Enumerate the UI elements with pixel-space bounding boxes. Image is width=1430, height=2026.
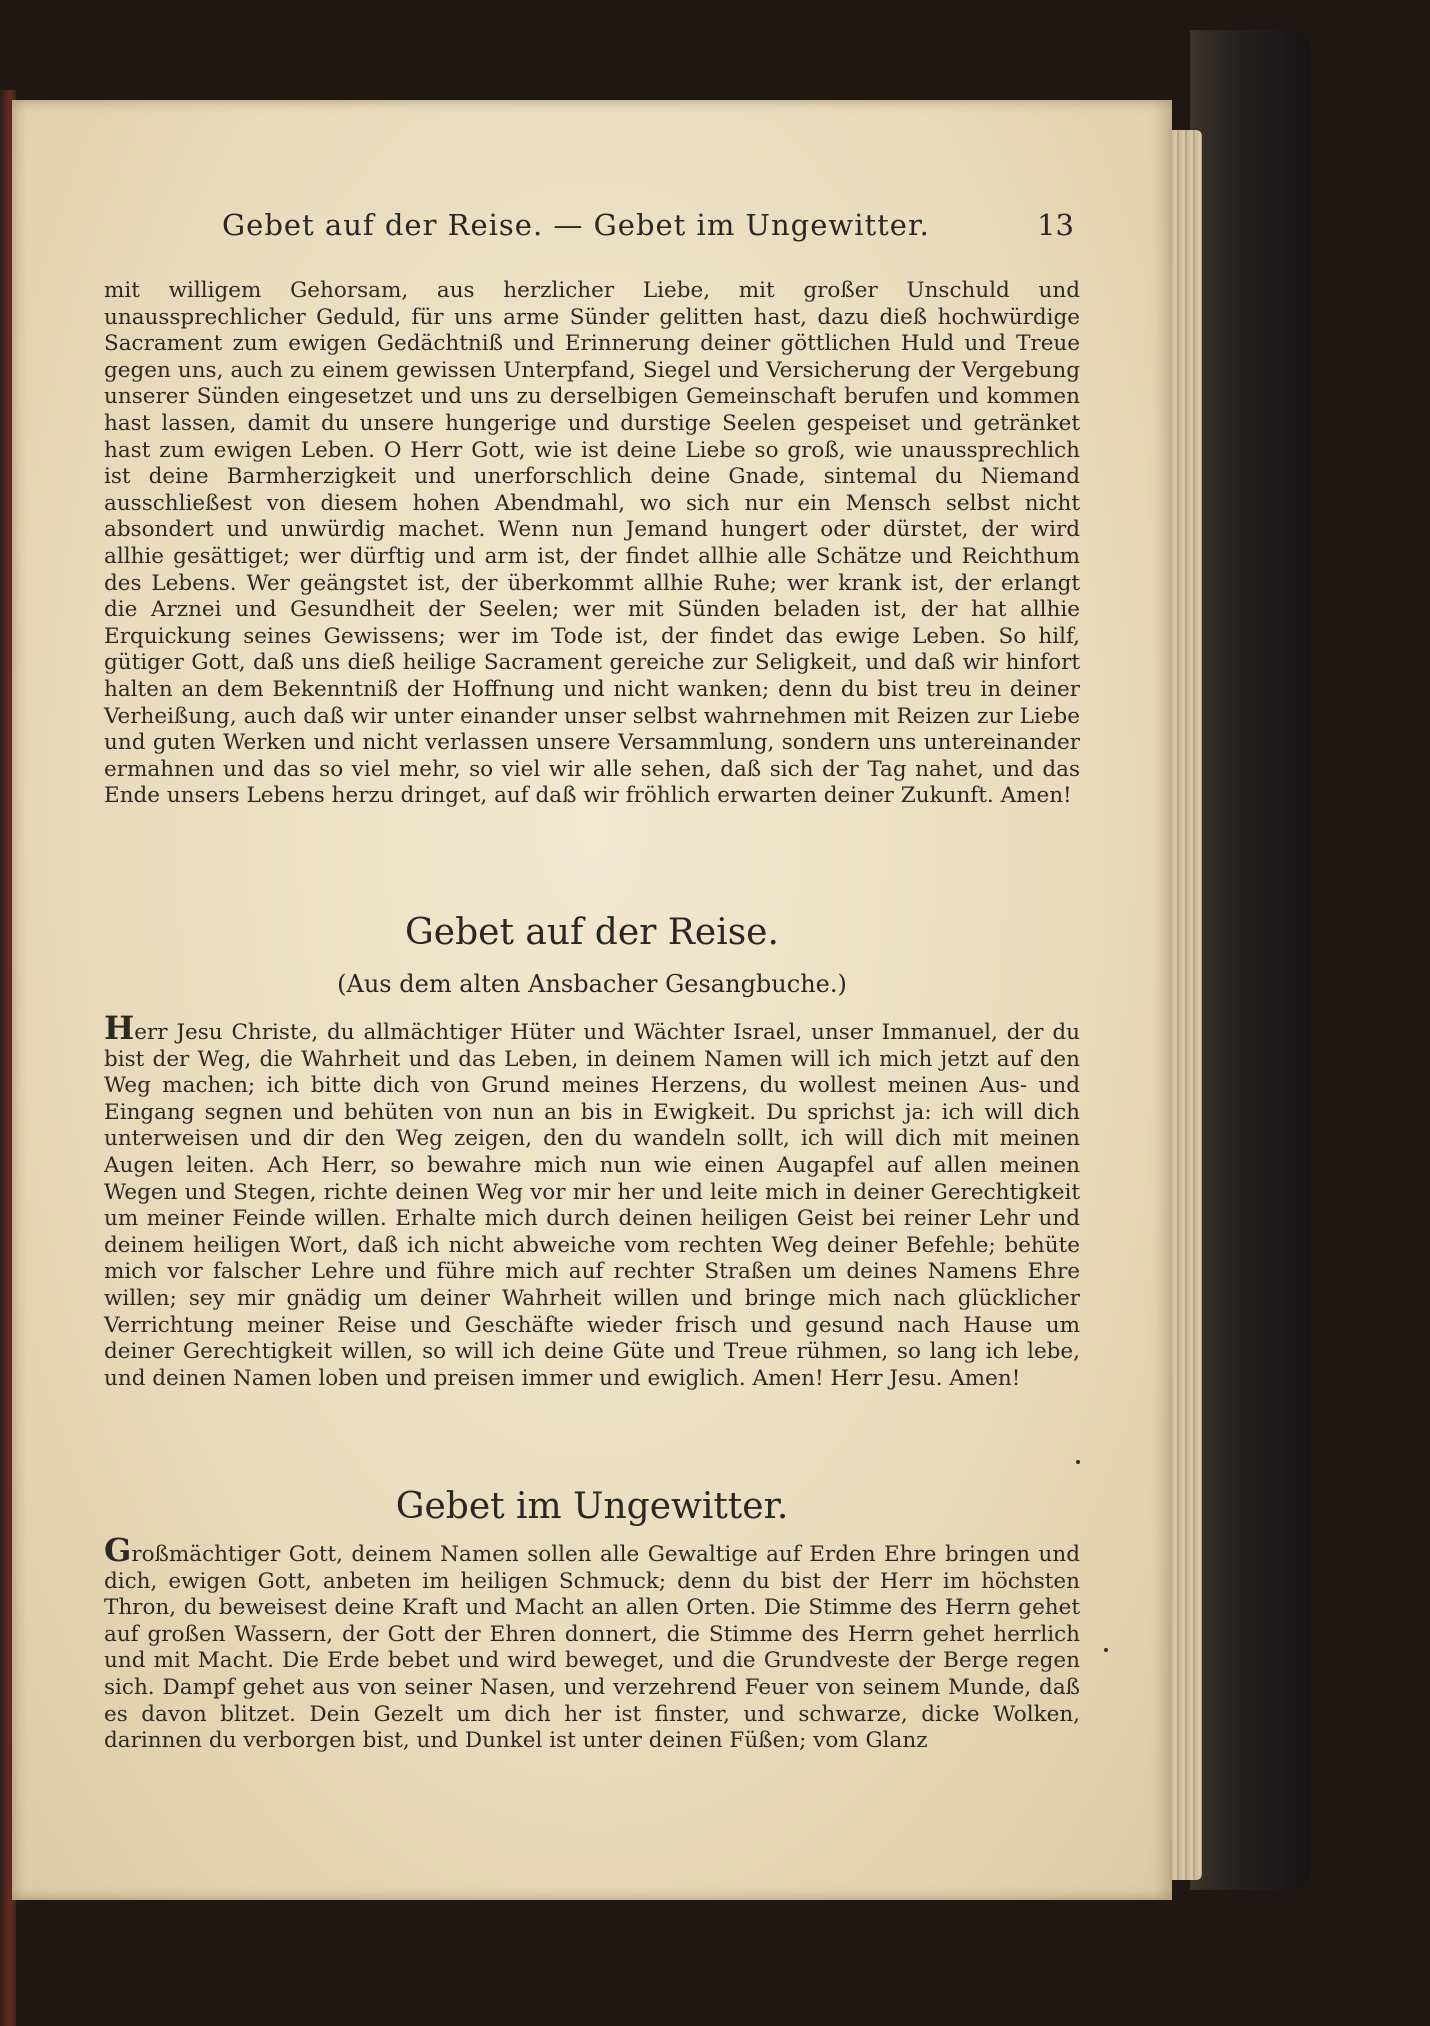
prayer-reise-body: err Jesu Christe, du allmächtiger Hüter und Wächter Israel, unser Immanuel, der du bist der Weg, die Wahrheit und das Leben, in deinem Namen will ich mich jetzt auf den Weg machen; ich bitte dich von Grund meines Herzens, du wollest meinen Aus- und Eingang segnen und behüten von nun an bis in Ewigkeit. Du sprichst ja: ich will dich unterweisen und dir den Weg zeigen, den du wandeln sollt, ich will dich mit meinen Augen leiten. Ach Herr, so bewahre mich nun wie einen Augapfel auf allen meinen Wegen und Stegen, richte deinen Weg vor mir her und leite mich in deiner Gerechtigkeit um meiner Feinde willen. Erhalte mich durch deinen heiligen Geist bei reiner Lehr und deinem heiligen Wort, daß ich nicht abweiche vom rechten Weg deiner Befehle; behüte mich vor falscher Lehre und führe mich auf rechter Straßen um deines Namens Ehre willen; sey mir gnädig um deiner Wahrheit willen und bringe mich nach glücklicher Verrichtung meiner Reise und Geschäfte wieder frisch und gesund nach Hause um deiner Gerechtigkeit willen, so will ich deine Güte und Treue rühmen, so lang ich lebe, und deinen Namen loben und preisen immer und ewiglich. Amen! Herr Jesu. Amen! [104, 1020, 1080, 1391]
drop-initial: G [104, 1531, 132, 1569]
prayer-reise-text [104, 1009, 1080, 1392]
drop-initial: H [104, 1009, 135, 1047]
section-heading-reise: Gebet auf der Reise. [405, 912, 779, 953]
prayer-ungewitter-body: roßmächtiger Gott, deinem Namen sollen alle Gewaltige auf Erden Ehre bringen und dich, ewigen Gott, anbeten im heiligen Schmuck; denn du bist der Herr im höchsten Thron, du beweisest deine Kraft und Macht an allen Orten. Die Stimme des Herrn gehet auf großen Wassern, der Gott der Ehren donnert, die Stimme des Herrn gehet herrlich und mit Macht. Die Erde bebet und wird beweget, und die Grundveste der Berge regen sich. Dampf gehet aus von seiner Nasen, und verzehrend Feuer von seinem Munde, daß es davon blitzet. Dein Gezelt um dich her ist finster, und schwarze, dicke Wolken, darinnen du verborgen bist, und Dunkel ist unter deinen Füßen; vom Glanz [104, 1542, 1080, 1754]
paper-speck [1076, 1460, 1080, 1464]
running-head [222, 208, 1074, 252]
section-source-note: (Aus dem alten Ansbacher Gesangbuche.) [337, 970, 847, 998]
book-cover [1190, 30, 1310, 1890]
prayer-continuation-text: mit willigem Gehorsam, aus herzlicher Liebe, mit großer Unschuld und unaussprechlicher Geduld, für uns arme Sünder gelitten hast, dazu dieß hochwürdige Sacrament zum ewigen Gedächtniß und Erinnerung deiner göttlichen Huld und Treue gegen uns, auch zu einem gewissen Unterpfand, Siegel und Versicherung der Vergebung unserer Sünden eingesetzet und uns zu derselbigen Gemeinschaft berufen und kommen hast lassen, damit du unsere hungerige und durstige Seelen gespeiset und getränket hast zum ewigen Leben. O Herr Gott, wie ist deine Liebe so groß, wie unaussprechlich ist deine Barmherzigkeit und unerforschlich deine Gnade, sintemal du Niemand ausschließest von diesem hohen Abendmahl, wo sich nur ein Mensch selbst nicht absondert und unwürdig machet. Wenn nun Jemand hungert oder dürstet, der wird allhie gesättiget; wer dürftig und arm ist, der findet allhie alle Schätze und Reichthum des Lebens. Wer geängstet ist, der überkommt allhie Ruhe; wer krank ist, der erlangt die Arznei und Gesundheit der Seelen; wer mit Sünden beladen ist, der hat allhie Erquickung seines Gewissens; wer im Tode ist, der findet das ewige Leben. So hilf, gütiger Gott, daß uns dieß heilige Sacrament gereiche zur Seligkeit, und daß wir hinfort halten an dem Bekenntniß der Hoffnung und nicht wanken; denn du bist treu in deiner Verheißung, auch daß wir unter einander unser selbst wahrnehmen mit Reizen zur Liebe und guten Werken und nicht verlassen unsere Versammlung, sondern uns untereinander ermahnen und das so viel mehr, so viel wir alle sehen, daß sich der Tag nahet, und das Ende unsers Lebens herzu dringet, auf daß wir fröhlich erwarten deiner Zukunft. Amen! [104, 278, 1080, 809]
prayer-ungewitter-text [104, 1531, 1080, 1755]
section-heading-ungewitter: Gebet im Ungewitter. [395, 1486, 789, 1527]
page-number: 13 [1037, 208, 1074, 242]
paper-speck [1104, 1648, 1108, 1652]
running-head-title: Gebet auf der Reise. — Gebet im Ungewitter. [222, 208, 930, 242]
